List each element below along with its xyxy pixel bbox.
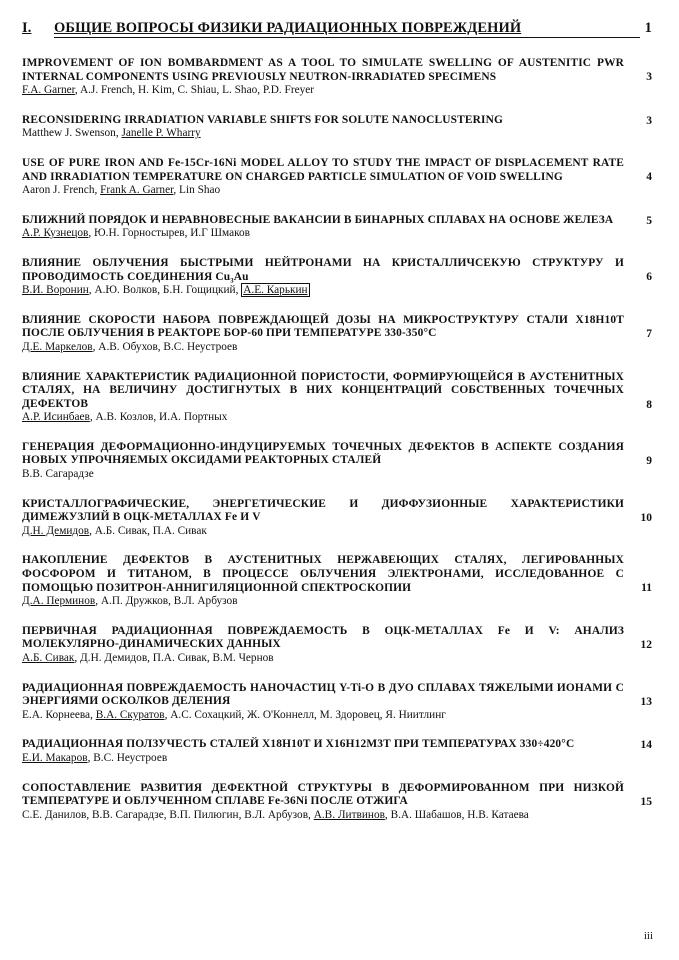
entry-title: ВЛИЯНИЕ ОБЛУЧЕНИЯ БЫСТРЫМИ НЕЙТРОНАМИ НА КРИСТАЛЛИЧСЕКУЮ СТРУКТУРУ И ПРОВОДИМОСТЬ СОЕДИНЕНИЯ Cu₃Au	[22, 256, 624, 283]
entry-page-number: 15	[640, 795, 652, 808]
entry-page-number: 3	[646, 71, 652, 83]
author-text: , А.С. Сохацкий, Ж. О'Коннелл, М. Здоровец, Я. Ниитлинг	[164, 708, 446, 721]
toc-entry	[22, 371, 652, 425]
entry-title: РАДИАЦИОННАЯ ПОЛЗУЧЕСТЬ СТАЛЕЙ Х18Н10Т И Х16Н12М3Т ПРИ ТЕМПЕРАТУРАХ 330÷420°С	[22, 738, 575, 751]
author-text: , А.В. Козлов, И.А. Портных	[89, 411, 228, 424]
author-text: Aaron J. French,	[22, 184, 101, 197]
author-text: , Lin Shao	[173, 184, 221, 197]
toc-entry	[22, 738, 652, 765]
toc-entry	[22, 441, 652, 482]
presenting-author: В.А. Скуратов	[95, 708, 165, 721]
entry-authors	[22, 809, 624, 823]
entry-page-number: 4	[646, 170, 652, 183]
entry-authors	[22, 709, 624, 723]
author-text: , Ю.Н. Горностырев, И.Г Шмаков	[88, 227, 250, 240]
entry-authors	[22, 525, 624, 539]
entry-title: RECONSIDERING IRRADIATION VARIABLE SHIFTS FOR SOLUTE NANOCLUSTERING	[22, 113, 503, 126]
entry-page-number: 11	[641, 582, 652, 595]
entry-title: НАКОПЛЕНИЕ ДЕФЕКТОВ В АУСТЕНИТНЫХ НЕРЖАВЕЮЩИХ СТАЛЯХ, ЛЕГИРОВАННЫХ ФОСФОРОМ И ТИТАНОМ, В ПРОЦЕССЕ ОБЛУЧЕНИЯ ЭЛЕКТРОНАМИ, ИССЛЕДОВАННОЕ С ПОМОЩЬЮ ПОЗИТРОН-АННИГИЛЯЦИОННОЙ СПЕКТРОСКОПИИ	[22, 554, 624, 594]
toc-entry	[22, 498, 652, 539]
entry-page-number: 5	[646, 214, 652, 227]
author-text: , В.С. Неустроев	[87, 751, 168, 764]
author-text: , Д.Н. Демидов, П.А. Сивак, В.М. Чернов	[74, 652, 274, 664]
entry-page-number: 13	[640, 695, 652, 708]
presenting-author: Е.И. Макаров	[22, 751, 88, 764]
toc-entry	[22, 314, 652, 355]
toc-entry	[22, 214, 652, 241]
toc-entry	[22, 57, 652, 98]
toc-entry	[22, 257, 652, 298]
author-text: С.Е. Данилов, В.В. Сагарадзе, В.П. Пилюгин, В.Л. Арбузов,	[22, 808, 314, 821]
entry-page-number: 9	[646, 454, 652, 467]
entry-page-number: 10	[640, 511, 652, 524]
entry-authors	[22, 411, 624, 425]
entry-authors	[22, 752, 624, 766]
entry-title: ГЕНЕРАЦИЯ ДЕФОРМАЦИОННО-ИНДУЦИРУЕМЫХ ТОЧЕЧНЫХ ДЕФЕКТОВ В АСПЕКТЕ СОЗДАНИЯ НОВЫХ УПРОЧНЯЕМЫХ ОКСИДАМИ РЕАКТОРНЫХ СТАЛЕЙ	[22, 440, 624, 467]
entry-authors	[22, 227, 624, 241]
entry-title: ПЕРВИЧНАЯ РАДИАЦИОННАЯ ПОВРЕЖДАЕМОСТЬ В ОЦК-МЕТАЛЛАХ Fe И V: АНАЛИЗ МОЛЕКУЛЯРНО-ДИНАМИЧЕСКИХ ДАННЫХ	[22, 624, 624, 651]
presenting-author: Д.Н. Демидов	[22, 524, 90, 537]
section-title: ОБЩИЕ ВОПРОСЫ ФИЗИКИ РАДИАЦИОННЫХ ПОВРЕЖДЕНИЙ	[54, 20, 522, 36]
entry-authors	[22, 127, 624, 141]
entry-title: USE OF PURE IRON AND Fe-15Cr-16Ni MODEL ALLOY TO STUDY THE IMPACT OF DISPLACEMENT RATE AND IRRADIATION TEMPERATURE ON CHARGED PARTICLE SIMULATION OF VOID SWELLING	[22, 156, 624, 183]
toc-entry	[22, 625, 652, 666]
presenting-author: А.Е. Карькин	[243, 284, 308, 297]
presenting-author: F.A. Garner	[22, 84, 75, 97]
author-text: В.В. Сагарадзе	[22, 468, 94, 481]
entry-title: КРИСТАЛЛОГРАФИЧЕСКИЕ, ЭНЕРГЕТИЧЕСКИЕ И ДИФФУЗИОННЫЕ ХАРАКТЕРИСТИКИ ДИМЕЖУЗЛИЙ В ОЦК-МЕТАЛЛАХ Fe И V	[22, 497, 624, 524]
section-page-number: 1	[644, 20, 652, 36]
entry-title: СОПОСТАВЛЕНИЕ РАЗВИТИЯ ДЕФЕКТНОЙ СТРУКТУРЫ В ДЕФОРМИРОВАННОМ ПРИ НИЗКОЙ ТЕМПЕРАТУРЕ И ОБЛУЧЕННОМ СПЛАВЕ Fe-36Ni ПОСЛЕ ОТЖИГА	[22, 781, 624, 808]
entry-page-number: 7	[646, 327, 652, 340]
toc-entry	[22, 554, 652, 608]
entry-page-number: 8	[646, 398, 652, 411]
entry-authors	[22, 184, 624, 198]
author-text: , A.J. French, H. Kim, C. Shiau, L. Shao, P.D. Freyer	[74, 84, 315, 97]
author-text: , В.А. Шабашов, Н.В. Катаева	[384, 808, 529, 821]
toc-entry	[22, 114, 652, 141]
entry-page-number: 3	[646, 114, 652, 127]
entry-page-number: 12	[640, 638, 652, 651]
author-text: , А.П. Дружков, В.Л. Арбузов	[95, 595, 238, 608]
presenting-author: Frank A. Garner	[100, 184, 174, 197]
presenting-author: Д.Е. Маркелов	[22, 340, 93, 353]
toc-entry	[22, 682, 652, 723]
page-folio: iii	[643, 930, 653, 942]
entry-authors	[22, 84, 624, 98]
presenting-author: Janelle P. Wharry	[121, 127, 201, 140]
presenting-author: Д.А. Перминов	[22, 595, 96, 608]
entry-page-number: 6	[646, 270, 652, 283]
author-text: , А.В. Обухов, В.С. Неустроев	[92, 340, 238, 353]
entry-authors	[22, 595, 624, 609]
entry-title: IMPROVEMENT OF ION BOMBARDMENT AS A TOOL TO SIMULATE SWELLING OF AUSTENITIC PWR INTERNAL COMPONENTS USING PREVIOUSLY NEUTRON-IRRADIATED SPECIMENS	[22, 57, 624, 83]
section-heading	[22, 20, 652, 42]
section-number: I.	[22, 20, 32, 36]
toc-entries	[22, 57, 652, 838]
entry-page-number: 14	[640, 739, 652, 752]
toc-entry	[22, 782, 652, 823]
author-text: , А.Б. Сивак, П.А. Сивак	[89, 524, 207, 537]
presenting-author: А.Р. Кузнецов	[22, 227, 89, 240]
toc-entry	[22, 157, 652, 198]
entry-title: ВЛИЯНИЕ СКОРОСТИ НАБОРА ПОВРЕЖДАЮЩЕЙ ДОЗЫ НА МИКРОСТРУКТУРУ СТАЛИ Х18Н10Т ПОСЛЕ ОБЛУЧЕНИЯ В РЕАКТОРЕ БОР-60 ПРИ ТЕМПЕРАТУРЕ 330-350°С	[22, 313, 624, 340]
presenting-author: А.Р. Исинбаев	[22, 411, 90, 424]
author-text: , А.Ю. Волков, Б.Н. Гощицкий,	[88, 284, 242, 297]
author-text: Matthew J. Swenson,	[22, 127, 122, 140]
entry-authors	[22, 468, 624, 482]
entry-authors	[22, 652, 624, 666]
entry-authors	[22, 341, 624, 355]
presenting-author: А.В. Литвинов	[313, 808, 385, 821]
entry-title: ВЛИЯНИЕ ХАРАКТЕРИСТИК РАДИАЦИОННОЙ ПОРИСТОСТИ, ФОРМИРУЮЩЕЙСЯ В АУСТЕНИТНЫХ СТАЛЯХ, НА ВЕЛИЧИНУ ДОСТИГНУТЫХ В НИХ КОНЦЕНТРАЦИЙ СОБСТВЕННЫХ ТОЧЕЧНЫХ ДЕФЕКТОВ	[22, 370, 624, 410]
entry-title: БЛИЖНИЙ ПОРЯДОК И НЕРАВНОВЕСНЫЕ ВАКАНСИИ В БИНАРНЫХ СПЛАВАХ НА ОСНОВЕ ЖЕЛЕЗА	[22, 213, 614, 226]
entry-authors	[22, 284, 624, 298]
entry-title: РАДИАЦИОННАЯ ПОВРЕЖДАЕМОСТЬ НАНОЧАСТИЦ Y-Ti-O В ДУО СПЛАВАХ ТЯЖЕЛЫМИ ИОНАМИ С ЭНЕРГИЯМИ ОСКОЛКОВ ДЕЛЕНИЯ	[22, 681, 624, 708]
author-text: Е.А. Корнеева,	[22, 708, 96, 721]
section-underline	[54, 37, 640, 38]
presenting-author: В.И. Воронин	[22, 284, 89, 297]
presenting-author: А.Б. Сивак	[22, 652, 75, 664]
